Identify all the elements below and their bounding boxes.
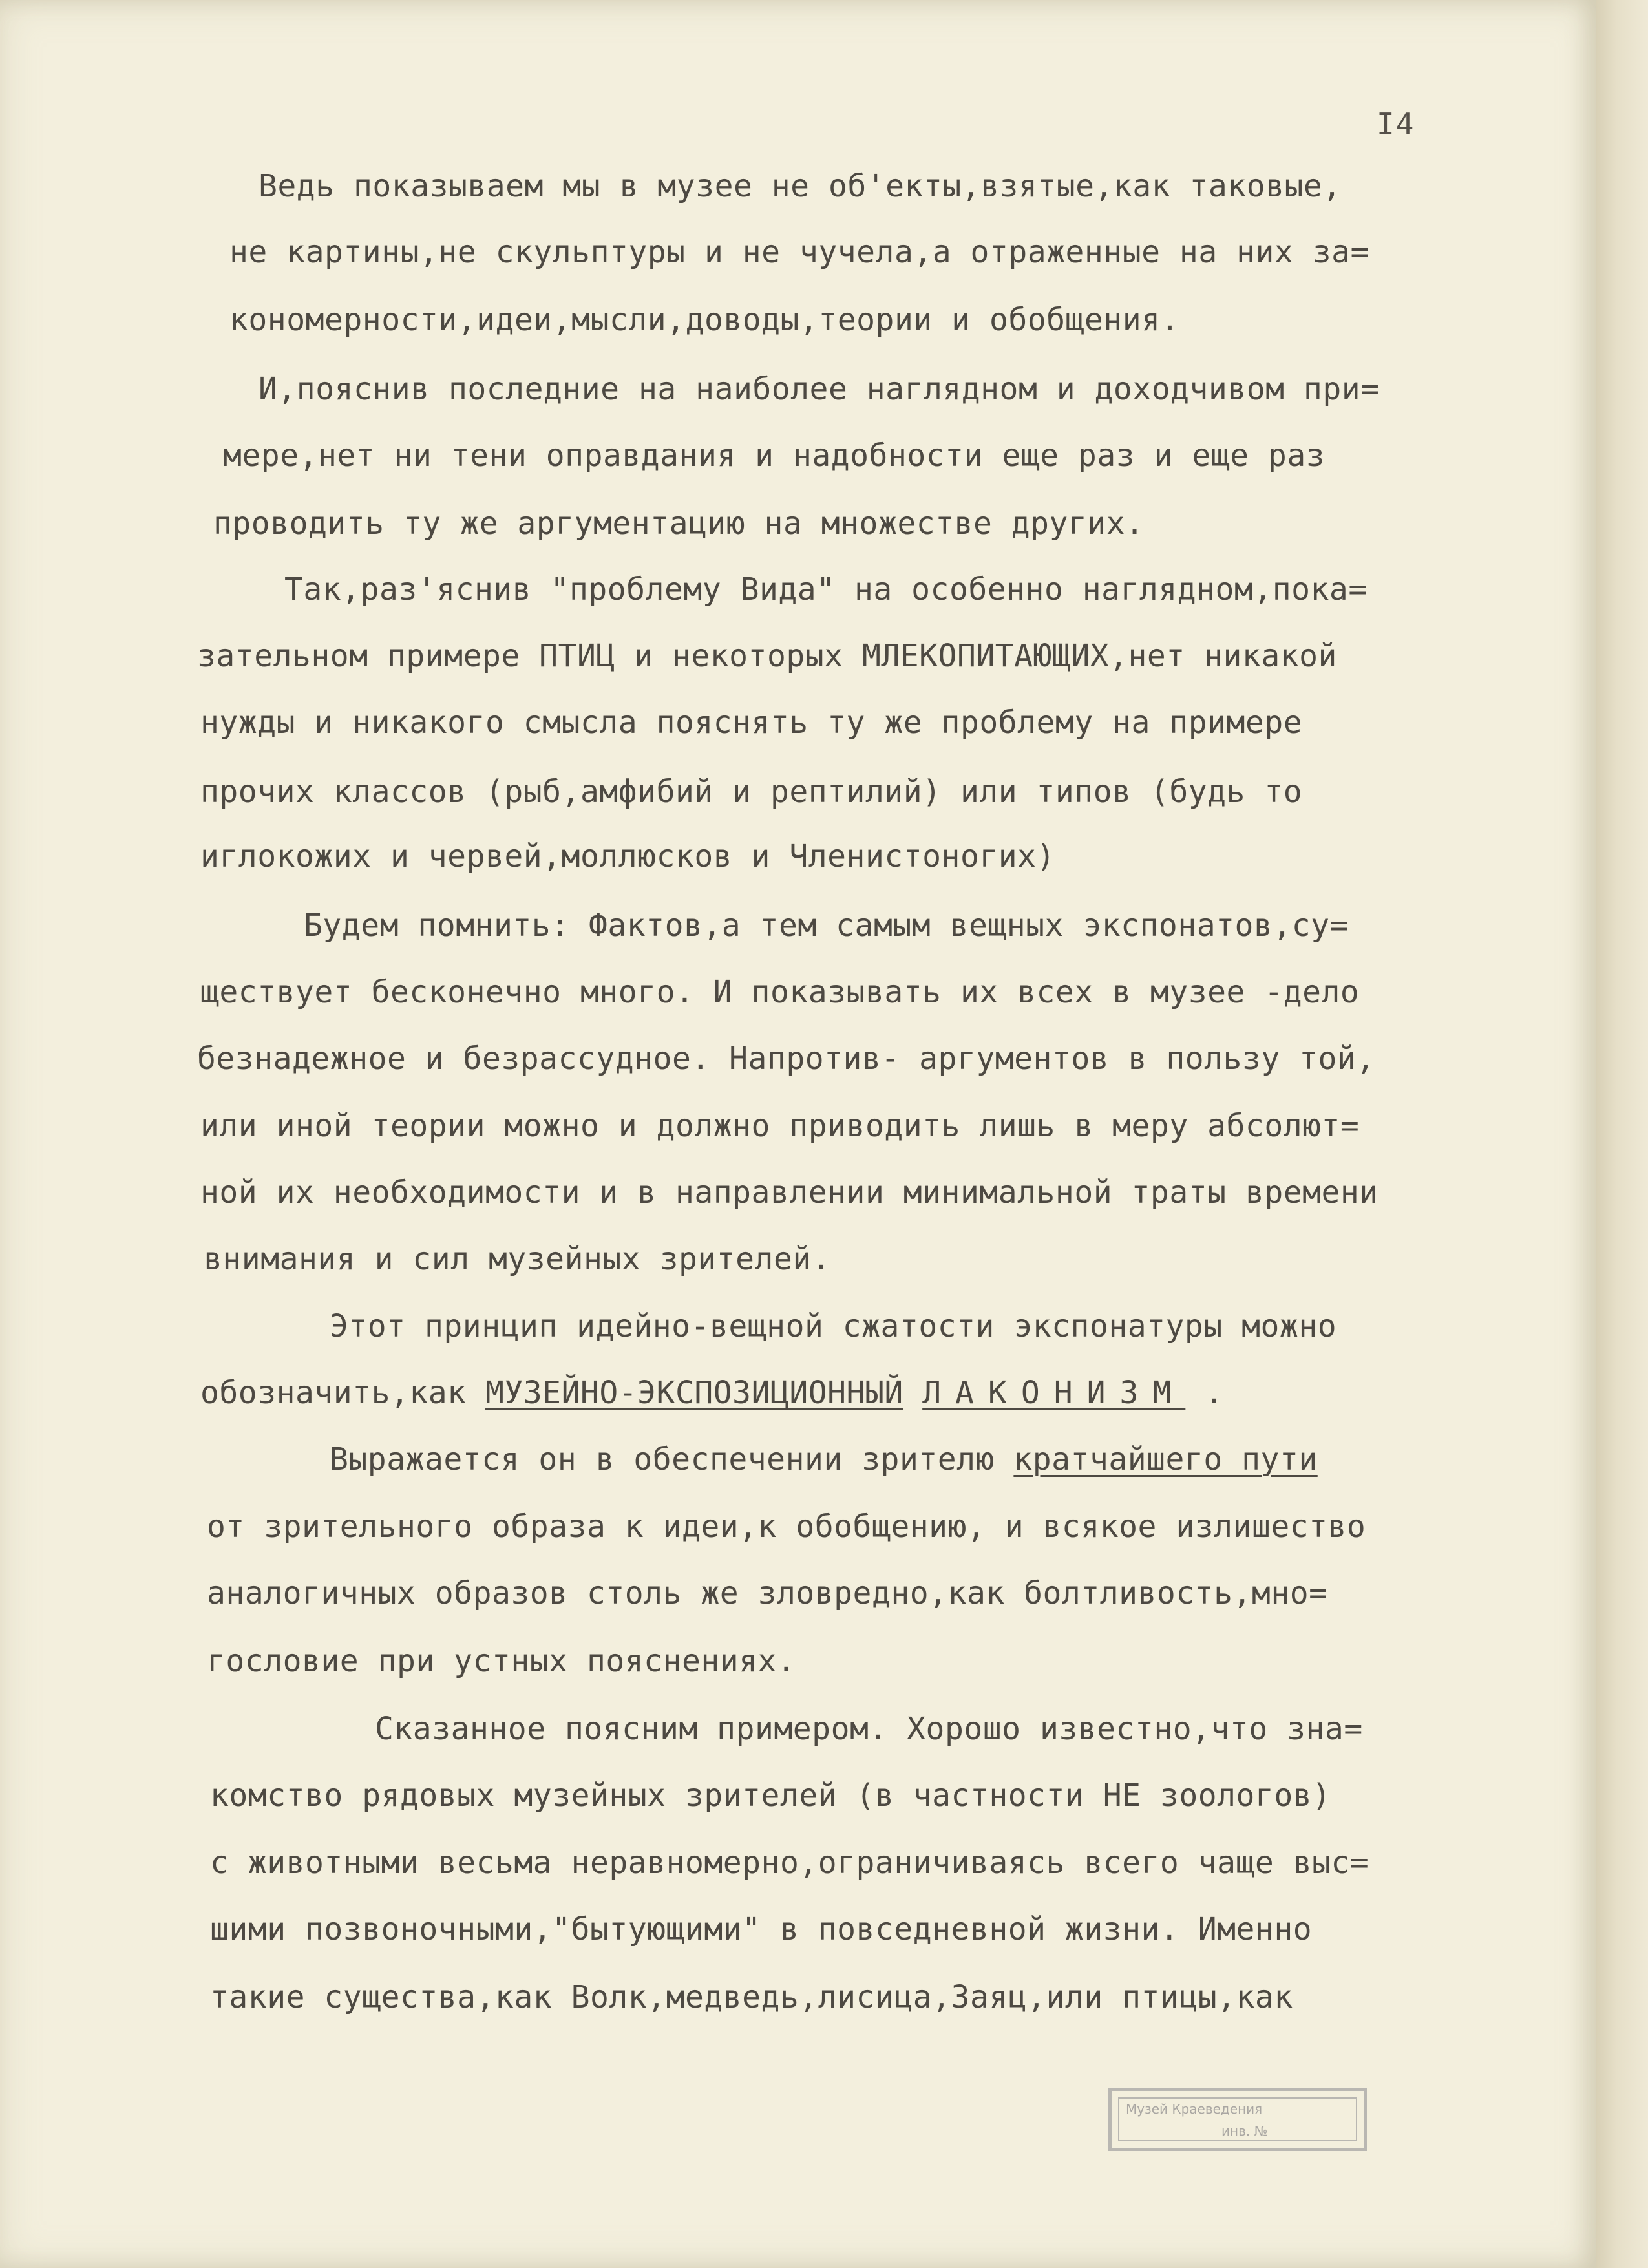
underlined-phrase: кратчайшего пути: [1013, 1441, 1318, 1478]
text-line: прочих классов (рыб,амфибий и рептилий) или типов (будь то: [200, 774, 1303, 810]
text-line: ществует бесконечно много. И показывать их всех в музее -дело: [200, 974, 1360, 1010]
text-line: И,пояснив последние на наиболее наглядном и доходчивом при=: [259, 371, 1380, 407]
text-line: от зрительного образа к идеи,к обобщению, и всякое излишество: [207, 1509, 1366, 1545]
text-line: не картины,не скульптуры и не чучела,а отраженные на них за=: [229, 234, 1369, 270]
text-line: безнадежное и безрассудное. Напротив- аргументов в пользу той,: [197, 1041, 1375, 1077]
text-segment: Выражается он в обеспечении зрителю: [330, 1441, 995, 1478]
text-line: Ведь показываем мы в музее не об'екты,взятые,как таковые,: [259, 168, 1342, 204]
text-segment: обозначить,как: [200, 1375, 467, 1411]
text-line: аналогичных образов столь же зловредно,как болтливость,мно=: [207, 1575, 1328, 1611]
text-line: нужды и никакого смысла пояснять ту же проблему на примере: [200, 705, 1303, 741]
page-edge: [1596, 0, 1648, 2268]
text-line: комство рядовых музейных зрителей (в частности НЕ зоологов): [210, 1777, 1331, 1814]
text-line: или иной теории можно и должно приводить лишь в меру абсолют=: [200, 1108, 1360, 1144]
text-line: внимания и сил музейных зрителей.: [204, 1241, 831, 1277]
text-line: с животными весьма неравномерно,ограничиваясь всего чаще выс=: [210, 1845, 1369, 1881]
text-line: кономерности,идеи,мысли,доводы,теории и обобщения.: [229, 302, 1179, 338]
text-segment: .: [1204, 1375, 1224, 1411]
text-line: [330, 1440, 1318, 1479]
page-number: I4: [1377, 107, 1415, 142]
text-line: гословие при устных пояснениях.: [207, 1643, 796, 1679]
text-line: Так,раз'яснив "проблему Вида" на особенно наглядном,пока=: [284, 571, 1368, 608]
archive-stamp: [1108, 2088, 1367, 2151]
text-line: проводить ту же аргументацию на множестве других.: [213, 505, 1145, 542]
text-line: шими позвоночными,"бытующими" в повседневной жизни. Именно: [210, 1911, 1313, 1947]
text-line: мере,нет ни тени оправдания и надобности еще раз и еще раз: [223, 438, 1326, 474]
underlined-term-spaced: ЛАКОНИЗМ: [922, 1375, 1186, 1411]
text-line: зательном примере ПТИЦ и некоторых МЛЕКОПИТАЮЩИХ,нет никакой: [197, 638, 1337, 674]
text-line: иглокожих и червей,моллюсков и Членистоногих): [200, 838, 1055, 874]
stamp-text: инв. №: [1221, 2123, 1268, 2139]
text-line: [200, 1373, 1223, 1412]
text-line: Будем помнить: Фактов,а тем самым вещных экспонатов,су=: [304, 907, 1349, 944]
text-line: ной их необходимости и в направлении минимальной траты времени: [200, 1174, 1379, 1211]
text-line: Этот принцип идейно-вещной сжатости экспонатуры можно: [330, 1308, 1337, 1344]
stamp-text: Музей Краеведения: [1126, 2101, 1263, 2117]
text-line: Сказанное поясним примером. Хорошо известно,что зна=: [375, 1711, 1363, 1747]
text-line: такие существа,как Волк,медведь,лисица,Заяц,или птицы,как: [210, 1979, 1293, 2015]
underlined-term: МУЗЕЙНО-ЭКСПОЗИЦИОННЫЙ: [485, 1375, 903, 1411]
